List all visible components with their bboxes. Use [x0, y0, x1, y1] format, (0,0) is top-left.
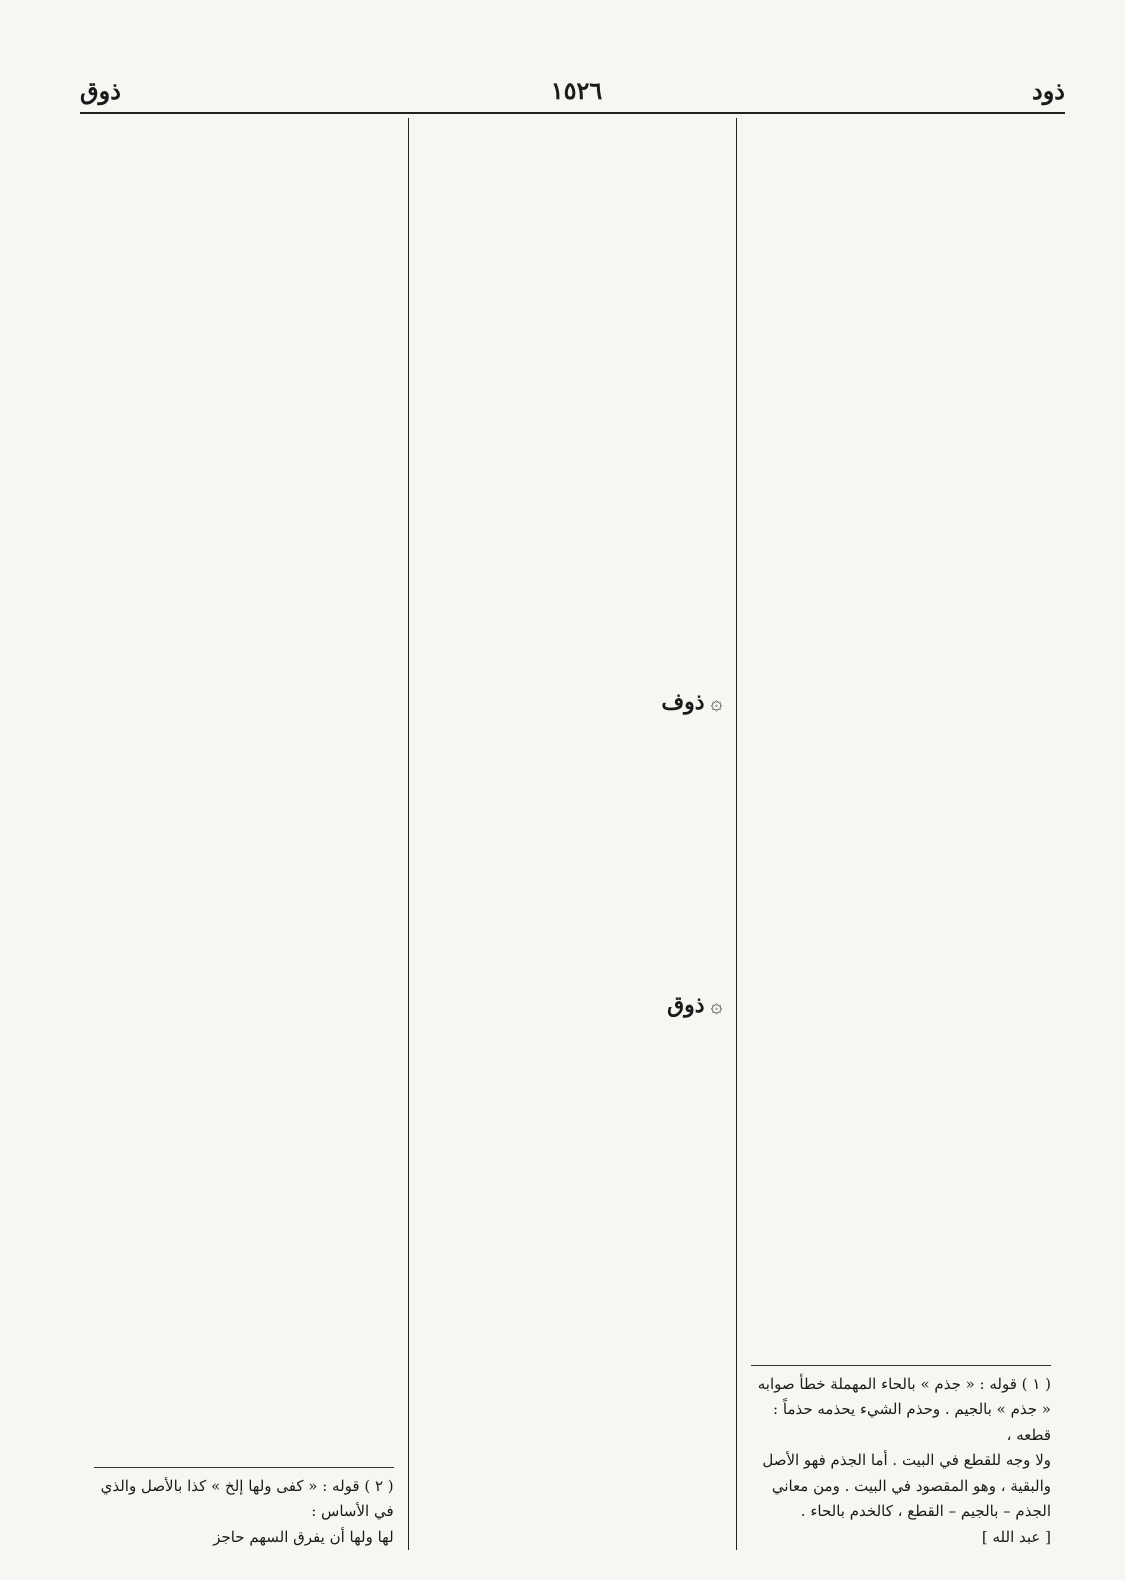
entry-headword: ذوف [661, 689, 705, 715]
page-header [80, 70, 1065, 110]
footnote-right [751, 1365, 1051, 1551]
footnote-line: والبقية ، وهو المقصود في البيت . ومن معاني [771, 1476, 1051, 1495]
column-right [737, 118, 1065, 1550]
text-columns [80, 118, 1065, 1550]
footnote-left [94, 1467, 394, 1551]
footnote-line: ( ٢ ) قوله : « كفى ولها إلخ » كذا بالأصل والذي [100, 1476, 394, 1495]
footnote-line: [ عبد الله ] [981, 1527, 1051, 1546]
footnote-line: ولا وجه للقطع في البيت . أما الجذم فهو الأصل [762, 1451, 1051, 1469]
entry-dhwq: ۞ذوق [667, 992, 723, 1018]
footnote-line: لها ولها أن يفرق السهم حاجز [213, 1527, 394, 1546]
footnote-line: في الأساس : [311, 1502, 394, 1520]
column-middle [409, 118, 738, 1550]
footnote-line: « جذم » بالجيم . وحذم الشيء يحذمه حذماً : قطعه ، [773, 1400, 1051, 1444]
footnote-line: ( ١ ) قوله : « جذم » بالحاء المهملة خطأ صوابه [757, 1374, 1051, 1393]
left-running-headword: ذوق [80, 75, 121, 105]
right-running-headword: ذود [1032, 75, 1065, 105]
footnote-line: الجذم – بالجيم – القطع ، كالخدم بالحاء . [800, 1502, 1051, 1520]
header-rule [80, 112, 1065, 114]
column-left [80, 118, 409, 1550]
entry-headword: ذوق [667, 992, 705, 1018]
entry-dhwf: ۞ذوف [661, 689, 723, 715]
page-number: ١٥٢٦ [550, 75, 603, 105]
